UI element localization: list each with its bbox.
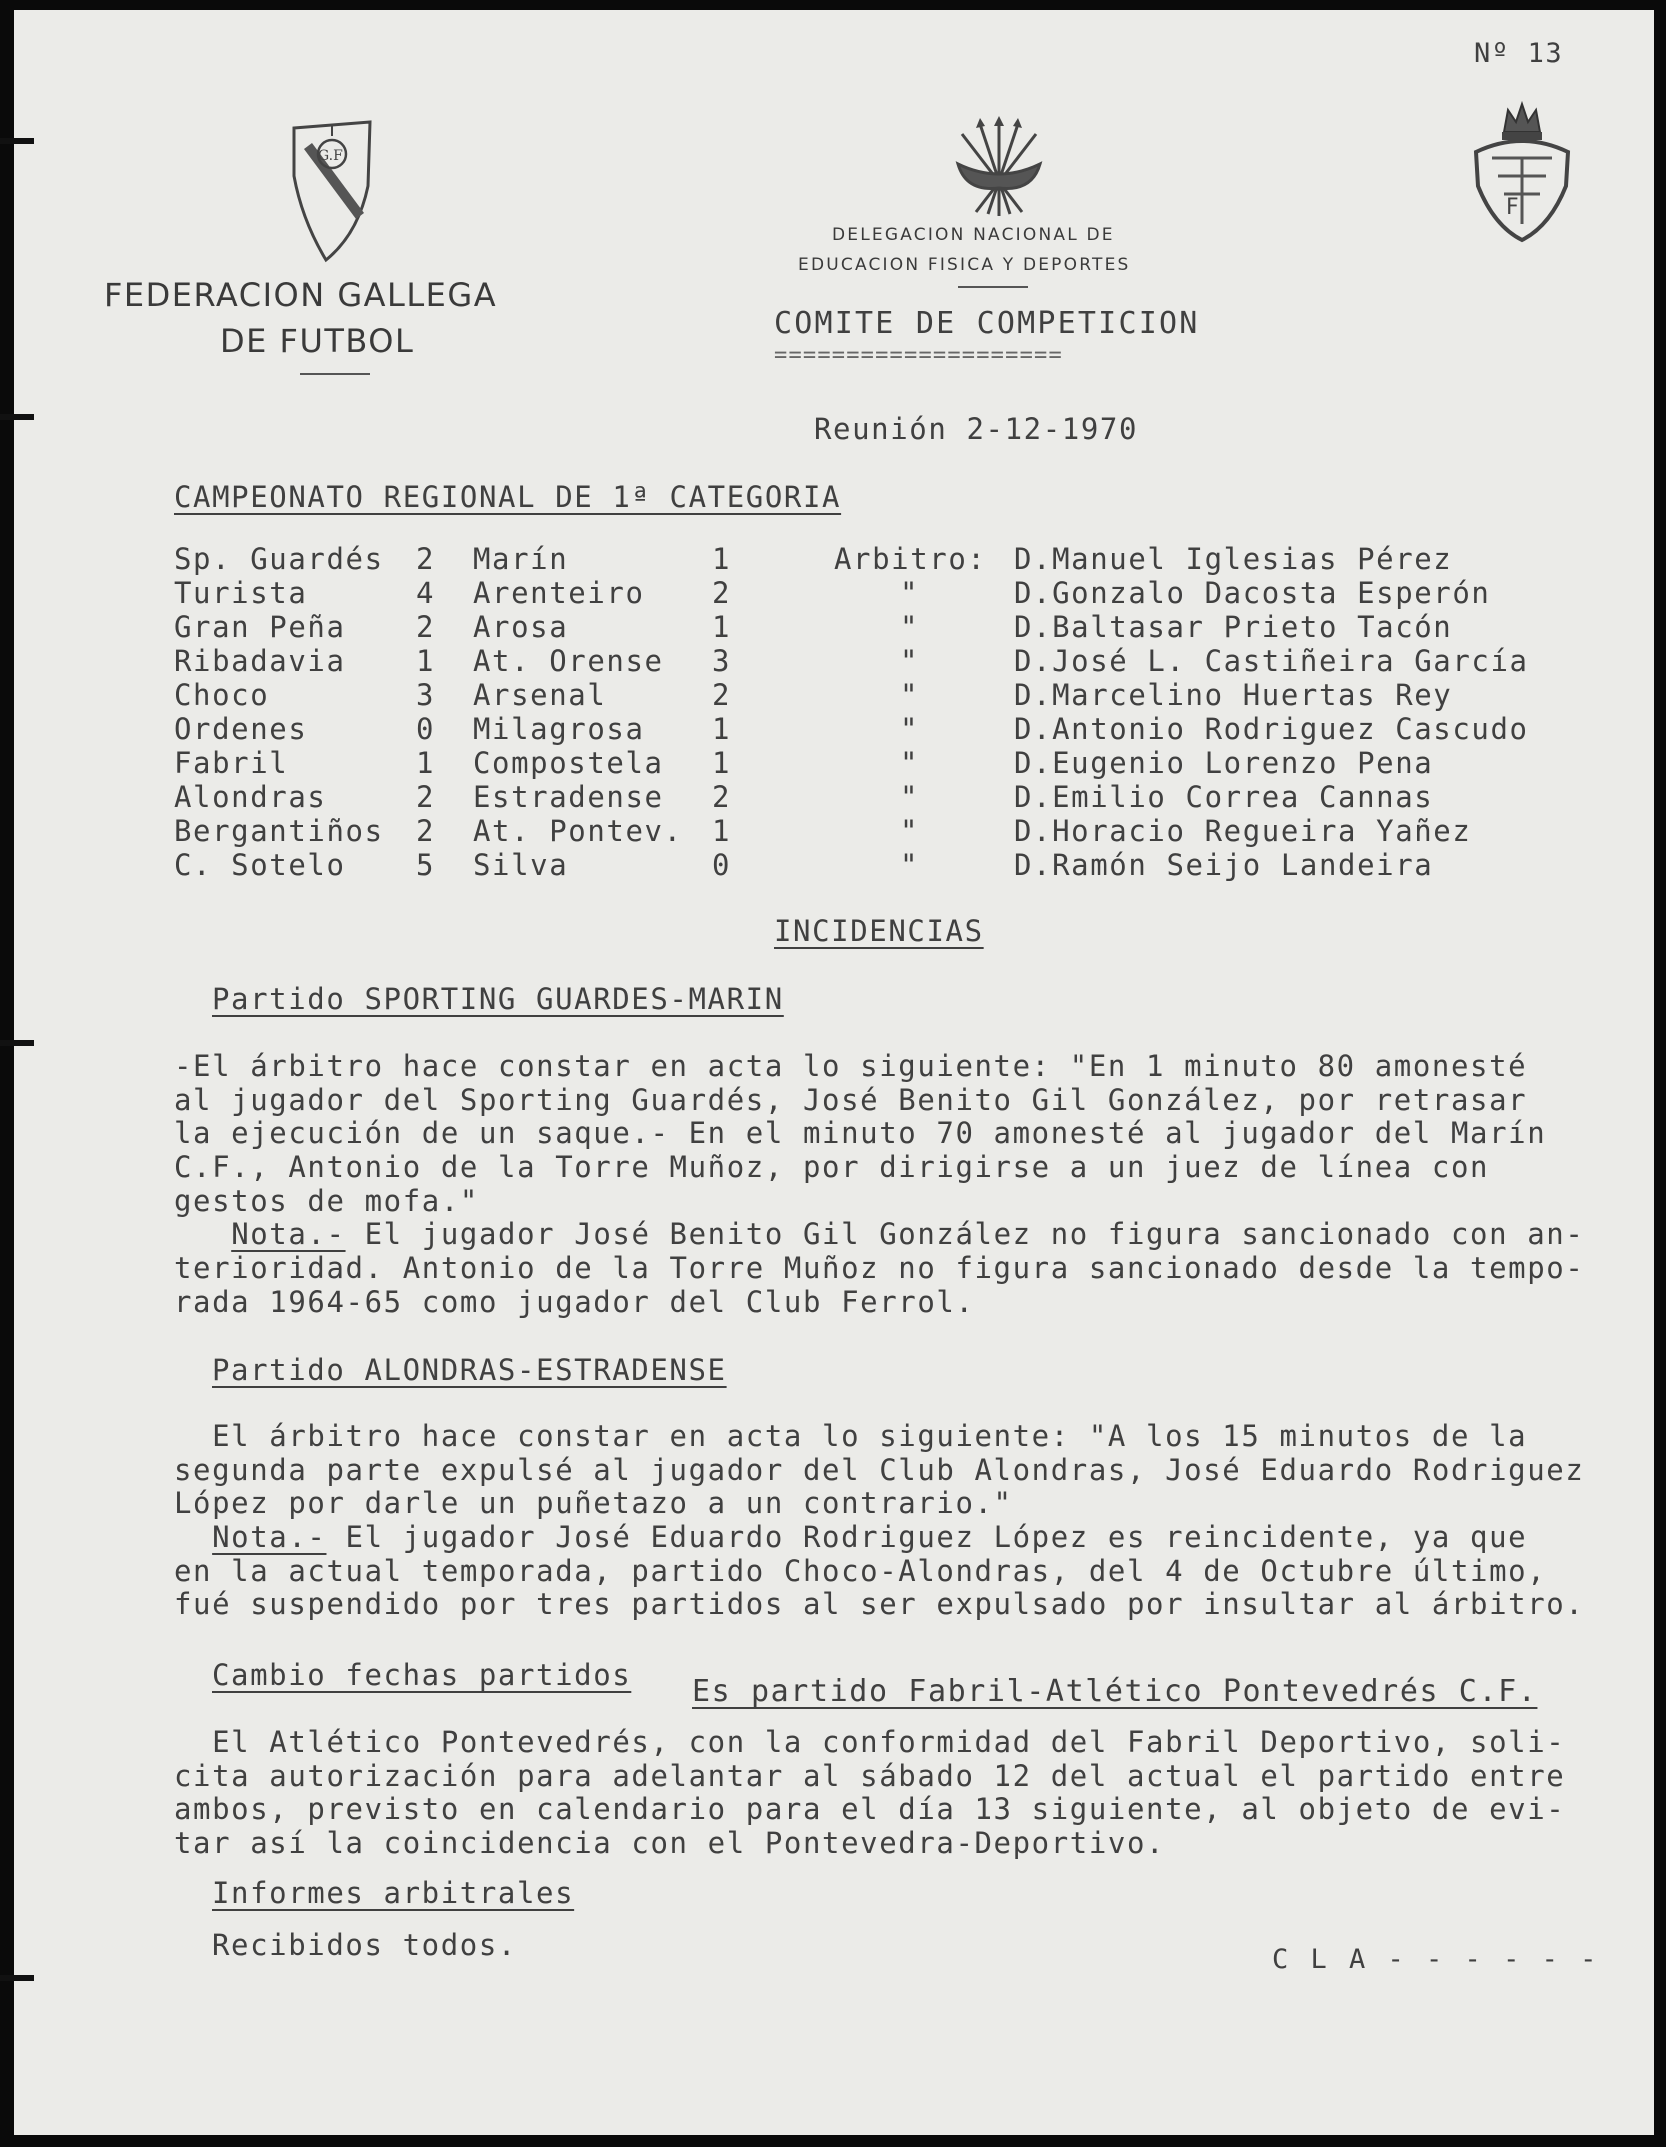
home-team: Ordenes	[174, 712, 308, 746]
schedule-subtitle: Es partido Fabril-Atlético Pontevedrés C.F.	[692, 1674, 1538, 1709]
referee-name: D.Gonzalo Dacosta Esperón	[1014, 576, 1491, 610]
divider	[958, 286, 1028, 288]
home-team: Bergantiños	[174, 814, 384, 848]
yoke-arrows-emblem-icon	[952, 114, 1046, 224]
home-team: Turista	[174, 576, 308, 610]
away-team: Estradense	[473, 780, 664, 814]
home-team: Fabril	[174, 746, 289, 780]
schedule-title: Cambio fechas partidos	[212, 1658, 632, 1692]
home-team: Sp. Guardés	[174, 542, 384, 576]
page-number: Nº 13	[1474, 38, 1564, 69]
document-page	[14, 10, 1654, 2135]
home-goals: 1	[416, 746, 436, 780]
match2-title: Partido ALONDRAS-ESTRADENSE	[212, 1353, 727, 1387]
home-goals: 2	[416, 610, 436, 644]
away-team: Milagrosa	[473, 712, 645, 746]
text-line: terioridad. Antonio de la Torre Muñoz no figura sancionado desde la tempo-	[174, 1251, 1585, 1286]
away-goals: 1	[712, 746, 732, 780]
federation-name-line1: FEDERACION GALLEGA	[104, 276, 498, 314]
away-goals: 2	[712, 678, 732, 712]
referee-name: D.Emilio Correa Cannas	[1014, 780, 1434, 814]
svg-text:G.F: G.F	[318, 148, 343, 164]
home-goals: 1	[416, 644, 436, 678]
home-goals: 0	[416, 712, 436, 746]
referee-label: Arbitro:	[834, 542, 987, 576]
reports-text: Recibidos todos.	[212, 1928, 517, 1962]
text-line: gestos de mofa."	[174, 1183, 479, 1218]
schedule-text	[174, 1726, 1644, 1861]
text-line: C.F., Antonio de la Torre Muñoz, por dirigirse a un juez de línea con	[174, 1150, 1490, 1185]
away-goals: 1	[712, 610, 732, 644]
home-goals: 2	[416, 780, 436, 814]
away-team: Silva	[473, 848, 569, 882]
ditto-mark: "	[900, 746, 920, 780]
ditto-mark: "	[900, 712, 920, 746]
championship-title: CAMPEONATO REGIONAL DE 1ª CATEGORIA	[174, 480, 842, 514]
binder-mark	[0, 138, 34, 144]
note-text: El jugador José Benito Gil González no figura sancionado con an-	[345, 1217, 1585, 1252]
federation-name-line2: DE FUTBOL	[220, 322, 415, 360]
away-team: At. Orense	[473, 644, 664, 678]
home-goals: 4	[416, 576, 436, 610]
ditto-mark: "	[900, 610, 920, 644]
text-line	[174, 1726, 1644, 1760]
note-line	[174, 1521, 1644, 1555]
text-line: al jugador del Sporting Guardés, José Benito Gil González, por retrasar	[174, 1082, 1528, 1117]
referee-name: D.Antonio Rodriguez Cascudo	[1014, 712, 1529, 746]
text-line: -El árbitro hace constar en acta lo siguiente: "En 1 minuto 80 amonesté	[174, 1049, 1528, 1083]
text-line: en la actual temporada, partido Choco-Alondras, del 4 de Octubre último,	[174, 1553, 1547, 1588]
binder-mark	[0, 1975, 34, 1981]
away-team: Marín	[473, 542, 569, 576]
text-content: El árbitro hace constar en acta lo siguiente: "A los 15 minutos de la	[212, 1419, 1528, 1453]
text-content: El Atlético Pontevedrés, con la conformidad del Fabril Deportivo, soli-	[212, 1725, 1566, 1759]
away-team: Compostela	[473, 746, 664, 780]
referee-name: D.Eugenio Lorenzo Pena	[1014, 746, 1434, 780]
note-label: Nota.-	[231, 1217, 346, 1252]
ditto-mark: "	[900, 576, 920, 610]
away-team: At. Pontev.	[473, 814, 683, 848]
committee-title: COMITE DE COMPETICION	[774, 306, 1200, 341]
binder-mark	[0, 1040, 34, 1046]
signature-initials: C L A - - - - - -	[1272, 1944, 1600, 1975]
referee-name: D.José L. Castiñeira García	[1014, 644, 1529, 678]
incidents-title: INCIDENCIAS	[774, 914, 984, 948]
reports-title: Informes arbitrales	[212, 1876, 575, 1910]
text-line: fué suspendido por tres partidos al ser expulsado por insultar al árbitro.	[174, 1587, 1585, 1622]
text-line: tar así la coincidencia con el Pontevedra-Deportivo.	[174, 1826, 1166, 1861]
away-goals: 2	[712, 780, 732, 814]
federation-shield-icon	[288, 116, 376, 266]
ditto-mark: "	[900, 780, 920, 814]
away-goals: 1	[712, 712, 732, 746]
away-team: Arosa	[473, 610, 569, 644]
home-team: Choco	[174, 678, 270, 712]
home-goals: 5	[416, 848, 436, 882]
svg-text:F: F	[1506, 195, 1519, 220]
away-goals: 1	[712, 542, 732, 576]
text-line: cita autorización para adelantar al sábado 12 del actual el partido entre	[174, 1758, 1566, 1793]
home-goals: 2	[416, 542, 436, 576]
away-team: Arenteiro	[473, 576, 645, 610]
text-line: rada 1964-65 como jugador del Club Ferrol.	[174, 1284, 975, 1319]
delegation-line2: EDUCACION FISICA Y DEPORTES	[798, 255, 1131, 275]
match1-report	[174, 1050, 1644, 1320]
ditto-mark: "	[900, 814, 920, 848]
home-team: C. Sotelo	[174, 848, 346, 882]
match2-report	[174, 1420, 1644, 1622]
text-line: segunda parte expulsé al jugador del Club Alondras, José Eduardo Rodriguez	[174, 1452, 1585, 1487]
divider	[300, 373, 370, 375]
text-line	[174, 1420, 1644, 1454]
home-team: Alondras	[174, 780, 327, 814]
away-team: Arsenal	[473, 678, 607, 712]
match1-title: Partido SPORTING GUARDES-MARIN	[212, 982, 784, 1016]
text-line: López por darle un puñetazo a un contrario."	[174, 1486, 1013, 1521]
binder-mark	[0, 414, 34, 420]
ditto-mark: "	[900, 644, 920, 678]
away-goals: 0	[712, 848, 732, 882]
home-goals: 3	[416, 678, 436, 712]
note-text: El jugador José Eduardo Rodriguez López es reincidente, ya que	[326, 1520, 1528, 1555]
referee-name: D.Marcelino Huertas Rey	[1014, 678, 1453, 712]
delegation-line1: DELEGACION NACIONAL DE	[832, 225, 1115, 245]
away-goals: 1	[712, 814, 732, 848]
text-line: la ejecución de un saque.- En el minuto 70 amonesté al jugador del Marín	[174, 1116, 1547, 1151]
committee-rule: ====================	[774, 343, 1063, 368]
crown-shield-emblem-icon	[1470, 96, 1574, 244]
referee-name: D.Baltasar Prieto Tacón	[1014, 610, 1453, 644]
ditto-mark: "	[900, 848, 920, 882]
ditto-mark: "	[900, 678, 920, 712]
referee-name: D.Manuel Iglesias Pérez	[1014, 542, 1453, 576]
home-team: Ribadavia	[174, 644, 346, 678]
away-goals: 2	[712, 576, 732, 610]
home-goals: 2	[416, 814, 436, 848]
referee-name: D.Horacio Regueira Yañez	[1014, 814, 1472, 848]
note-line	[174, 1218, 1644, 1252]
away-goals: 3	[712, 644, 732, 678]
referee-name: D.Ramón Seijo Landeira	[1014, 848, 1434, 882]
meeting-date: Reunión 2-12-1970	[814, 412, 1139, 446]
text-line: ambos, previsto en calendario para el día 13 siguiente, al objeto de evi-	[174, 1792, 1566, 1827]
note-label: Nota.-	[212, 1520, 327, 1555]
home-team: Gran Peña	[174, 610, 346, 644]
